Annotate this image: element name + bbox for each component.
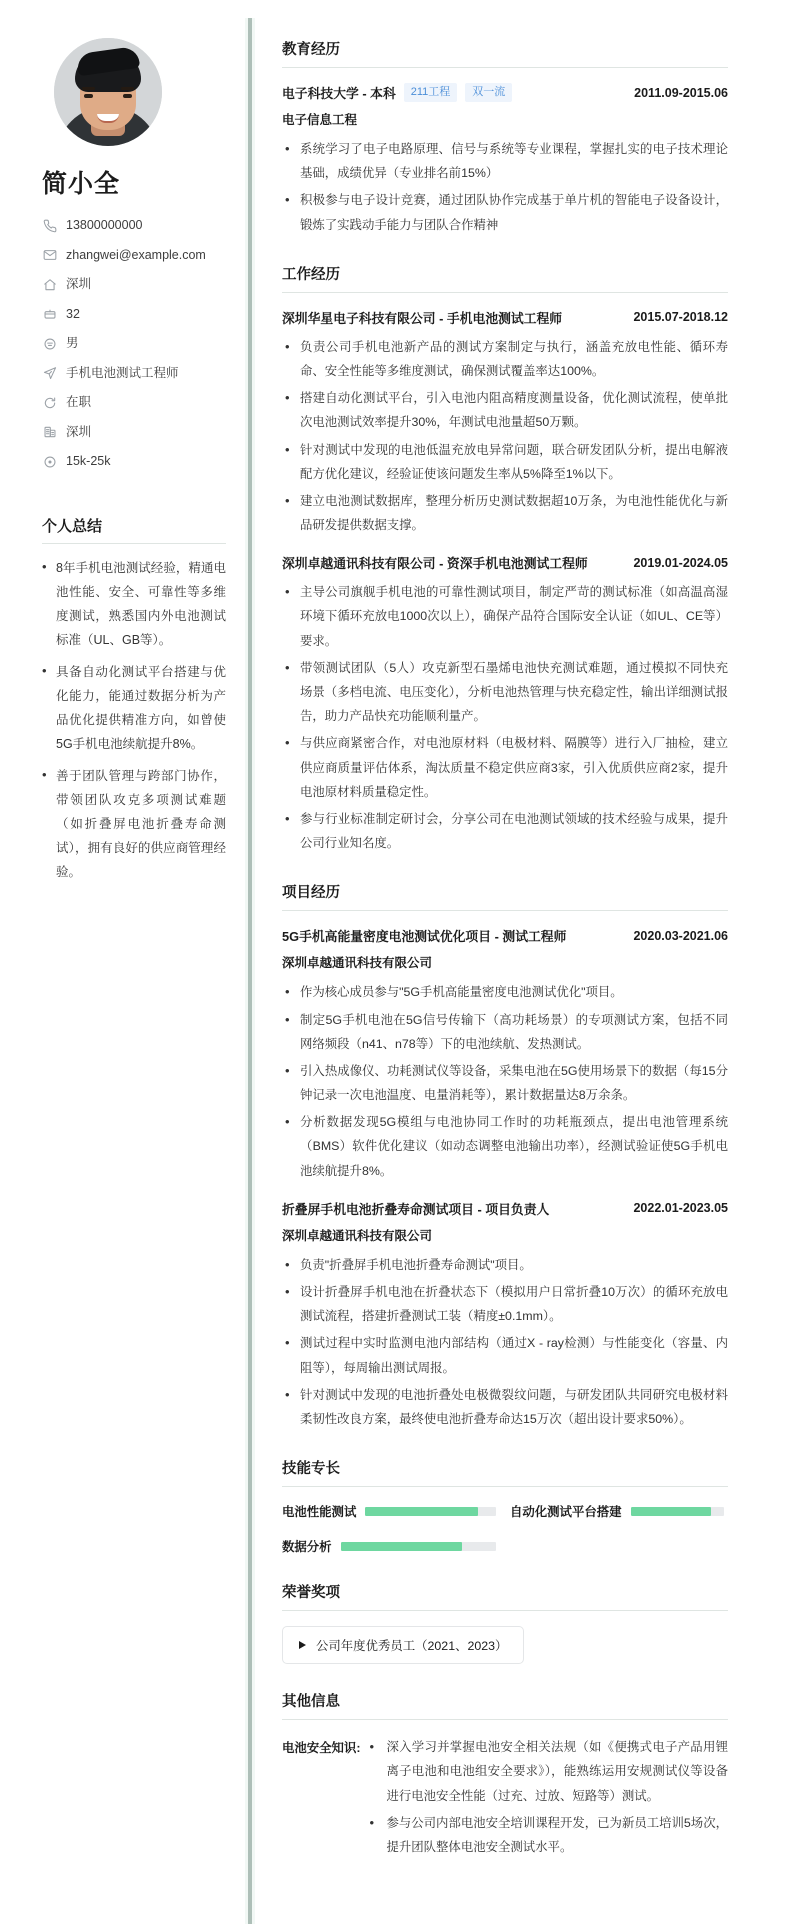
candidate-name: 简小全 (42, 170, 121, 198)
project-company: 深圳卓越通讯科技有限公司 (282, 1228, 433, 1243)
skill-item (282, 1537, 496, 1555)
education-date: 2011.09-2015.06 (634, 85, 728, 100)
education-tag-211: 211工程 (404, 83, 458, 101)
envelope-icon (42, 248, 57, 263)
list-item: • 参与行业标准制定研讨会，分享公司在电池测试领域的技术经验与成果，提升公司行业知名度。 (282, 807, 728, 855)
contact-value-status: 在职 (66, 395, 92, 409)
education-tag-shuangyiliu: 双一流 (465, 83, 512, 101)
work-company-role: 深圳华星电子科技有限公司 - 手机电池测试工程师 (282, 310, 563, 326)
list-item: • 测试过程中实时监测电池内部结构（通过X - ray检测）与性能变化（容量、内阻等），每周输出测试周报。 (282, 1331, 728, 1379)
contact-item-salary (42, 454, 226, 469)
list-item: • 主导公司旗舰手机电池的可靠性测试项目，制定严苛的测试标准（如高温高湿环境下循环充放电1000次以上），确保产品符合国际安全认证（如UL、CE等）要求。 (282, 580, 728, 653)
project-name-role: 5G手机高能量密度电池测试优化项目 - 测试工程师 (282, 929, 567, 945)
contact-item-city (42, 425, 226, 440)
work-bullets (282, 335, 728, 538)
work-bullets (282, 580, 728, 855)
other-bullets (366, 1735, 728, 1859)
contact-item-gender (42, 336, 226, 351)
skill-progress-track (631, 1507, 724, 1516)
skill-progress-fill (365, 1507, 477, 1516)
entry-header (282, 83, 728, 102)
main-content (252, 0, 794, 1924)
project-date: 2020.03-2021.06 (633, 928, 728, 943)
work-section-title: 工作经历 (282, 263, 728, 293)
contact-item-age (42, 307, 226, 322)
honor-label: 公司年度优秀员工（2021、2023） (316, 1639, 508, 1654)
work-entry (282, 553, 728, 855)
education-entry (282, 83, 728, 237)
skills-section-title: 技能专长 (282, 1457, 728, 1487)
gender-icon (42, 336, 57, 351)
other-group (282, 1735, 728, 1862)
list-item: • 善于团队管理与跨部门协作，带领团队攻克多项测试难题（如折叠屏电池折叠寿命测试），拥有良好的供应商管理经验。 (40, 764, 226, 884)
contact-info-list (42, 218, 226, 469)
contact-value-hometown: 深圳 (66, 277, 92, 291)
skill-progress-fill (631, 1507, 711, 1516)
contact-item-position (42, 366, 226, 381)
contact-value-salary: 15k-25k (66, 454, 111, 468)
list-item: • 与供应商紧密合作，对电池原材料（电极材料、隔膜等）进行入厂抽检，建立供应商质量评估体系，淘汰质量不稳定供应商3家，引入优质供应商2家，提升电池原材料质量稳定性。 (282, 731, 728, 804)
list-item: • 引入热成像仪、功耗测试仪等设备，采集电池在5G使用场景下的数据（每15分钟记录一次电池温度、电量消耗等），累计数据量达8万余条。 (282, 1059, 728, 1107)
calendar-icon (42, 307, 57, 322)
project-name-role: 折叠屏手机电池折叠寿命测试项目 - 项目负责人 (282, 1201, 550, 1217)
work-company-role: 深圳卓越通讯科技有限公司 - 资深手机电池测试工程师 (282, 556, 588, 572)
skill-label: 自动化测试平台搭建 (510, 1505, 622, 1520)
play-triangle-icon (299, 1641, 306, 1649)
list-item: • 设计折叠屏手机电池在折叠状态下（模拟用户日常折叠10万次）的循环充放电测试流程，搭建折叠测试工装（精度±0.1mm）。 (282, 1280, 728, 1328)
list-item: • 制定5G手机电池在5G信号传输下（高功耗场景）的专项测试方案，包括不同网络频段（n41、n78等）下的电池续航、发热测试。 (282, 1008, 728, 1056)
contact-value-phone: 13800000000 (66, 218, 143, 232)
list-item: • 针对测试中发现的电池低温充放电异常问题，联合研发团队分析，提出电解液配方优化建议，经验证使该问题发生率从5%降至1%以下。 (282, 438, 728, 486)
phone-icon (42, 218, 57, 233)
skill-label: 数据分析 (282, 1540, 332, 1555)
skill-item (282, 1502, 496, 1520)
portrait-photo (54, 38, 162, 146)
education-major: 电子信息工程 (282, 113, 358, 127)
building-icon (42, 425, 57, 440)
entry-header (282, 926, 728, 945)
skill-progress-fill (341, 1542, 462, 1551)
home-icon (42, 277, 57, 292)
work-entry (282, 308, 728, 538)
skills-grid (282, 1502, 728, 1555)
project-date: 2022.01-2023.05 (633, 1201, 728, 1216)
work-date: 2015.07-2018.12 (633, 310, 728, 325)
project-bullets (282, 980, 728, 1183)
other-group-body (366, 1735, 728, 1862)
list-item: • 建立电池测试数据库，整理分析历史测试数据超10万条，为电池性能优化与新品研发提供数据支撑。 (282, 489, 728, 537)
list-item: • 负责公司手机电池新产品的测试方案制定与执行，涵盖充放电性能、循环寿命、安全性能等多维度测试，确保测试覆盖率达100%。 (282, 335, 728, 383)
list-item: • 作为核心成员参与"5G手机高能量密度电池测试优化"项目。 (282, 980, 728, 1004)
summary-bullets (40, 556, 226, 884)
other-section-title: 其他信息 (282, 1690, 728, 1720)
contact-item-hometown (42, 277, 226, 292)
list-item: • 针对测试中发现的电池折叠处电极微裂纹问题，与研发团队共同研究电极材料柔韧性改良方案，最终使电池折叠寿命达15万次（超出设计要求50%）。 (282, 1383, 728, 1431)
section-work-experience (282, 263, 728, 856)
entry-header (282, 308, 728, 327)
education-section-title: 教育经历 (282, 38, 728, 68)
list-item: • 深入学习并掌握电池安全相关法规（如《便携式电子产品用锂离子电池和电池组安全要求》），能熟练运用安规测试仪等设备进行电池安全性能（过充、过放、短路等）测试。 (366, 1735, 728, 1808)
status-icon (42, 395, 57, 410)
honor-item[interactable] (282, 1626, 524, 1664)
contact-item-email (42, 248, 226, 263)
section-other-info (282, 1690, 728, 1862)
list-item: • 系统学习了电子电路原理、信号与系统等专业课程，掌握扎实的电子技术理论基础，成绩优异（专业排名前15%） (282, 137, 728, 185)
avatar (54, 38, 162, 146)
skill-progress-track (341, 1542, 496, 1551)
contact-value-email: zhangwei@example.com (66, 247, 206, 262)
contact-value-city: 深圳 (66, 424, 92, 439)
section-education (282, 38, 728, 237)
contact-value-age: 32 (66, 306, 80, 321)
project-entry (282, 1199, 728, 1431)
paper-plane-icon (42, 366, 57, 381)
list-item: • 带领测试团队（5人）攻克新型石墨烯电池快充测试难题，通过模拟不同快充场景（多档电流、电压变化），分析电池热管理与快充稳定性，输出详细测试报告，助力产品快充功能顺利量产。 (282, 656, 728, 729)
list-item: • 积极参与电子设计竞赛，通过团队协作完成基于单片机的智能电子设备设计，锻炼了实践动手能力与团队合作精神 (282, 188, 728, 236)
section-projects (282, 881, 728, 1431)
entry-header (282, 553, 728, 572)
list-item: • 负责"折叠屏手机电池折叠寿命测试"项目。 (282, 1253, 728, 1277)
honors-section-title: 荣誉奖项 (282, 1581, 728, 1611)
skill-item (510, 1502, 724, 1520)
education-school-label: 电子科技大学 - 本科 (282, 86, 396, 101)
skill-progress-track (365, 1507, 496, 1516)
work-date: 2019.01-2024.05 (633, 555, 728, 570)
education-bullets (282, 137, 728, 237)
other-group-label: 电池安全知识: (282, 1741, 361, 1756)
entry-header (282, 1199, 728, 1218)
list-item: • 搭建自动化测试平台，引入电池内阻高精度测量设备，优化测试流程，使单批次电池测试效率提升30%，年测试电池量超50万颗。 (282, 386, 728, 434)
project-bullets (282, 1253, 728, 1431)
contact-value-gender: 男 (66, 336, 79, 350)
list-item: • 分析数据发现5G模组与电池协同工作时的功耗瓶颈点，提出电池管理系统（BMS）软件优化建议（如动态调整电池输出功率），经测试验证使5G手机电池续航提升8%。 (282, 1110, 728, 1183)
contact-item-phone (42, 218, 226, 233)
sidebar (0, 0, 248, 1924)
projects-section-title: 项目经历 (282, 881, 728, 911)
section-skills (282, 1457, 728, 1555)
summary-section-title: 个人总结 (42, 515, 226, 544)
contact-value-position: 手机电池测试工程师 (66, 365, 179, 380)
skill-label: 电池性能测试 (282, 1505, 357, 1520)
project-entry (282, 926, 728, 1183)
section-honors (282, 1581, 728, 1664)
salary-icon (42, 454, 57, 469)
contact-item-status (42, 395, 226, 410)
project-company: 深圳卓越通讯科技有限公司 (282, 956, 433, 971)
list-item: • 具备自动化测试平台搭建与优化能力，能通过数据分析为产品优化提供精准方向，如曾使5G手机电池续航提升8%。 (40, 660, 226, 756)
education-school (282, 83, 512, 102)
list-item: • 8年手机电池测试经验，精通电池性能、安全、可靠性等多维度测试，熟悉国内外电池测试标准（UL、GB等）。 (40, 556, 226, 652)
list-item: • 参与公司内部电池安全培训课程开发，已为新员工培训5场次，提升团队整体电池安全测试水平。 (366, 1811, 728, 1859)
